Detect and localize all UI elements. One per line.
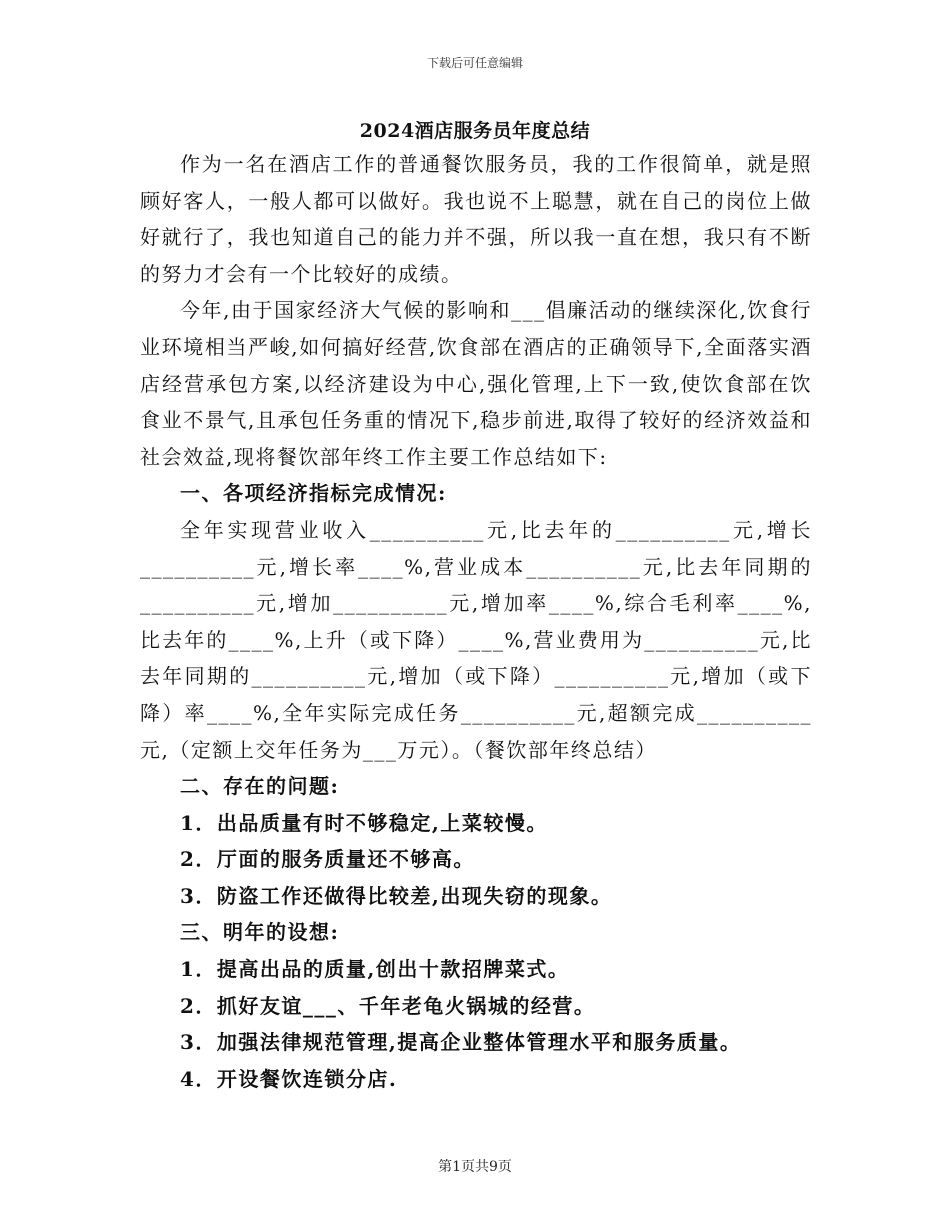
problem-item: 2．厅面的服务质量还不够高。 xyxy=(180,847,475,872)
section-heading-indicators: 一、各项经济指标完成情况: xyxy=(180,481,447,506)
section-heading-plans: 三、明年的设想: xyxy=(180,920,340,945)
paragraph-context: 今年,由于国家经济大气候的影响和___倡廉活动的继续深化,饮食行业环境相当严峻,如何搞好经营,饮食部在酒店的正确领导下,全面落实酒店经营承包方案,以经济建设为中心,强化管理,上下一致,使饮食部在饮食业不景气,且承包任务重的情况下,稳步前进,取得了较好的经济效益和社会效益,现将餐饮部年终工作主要工作总结如下: xyxy=(140,298,812,469)
plan-item: 2．抓好友谊___、千年老龟火锅城的经营。 xyxy=(180,993,596,1018)
header-note: 下载后可任意编辑 xyxy=(426,56,523,70)
section-heading-problems: 二、存在的问题: xyxy=(180,774,340,799)
plan-item: 1．提高出品的质量,创出十款招牌菜式。 xyxy=(180,957,570,982)
plan-item: 4．开设餐饮连锁分店. xyxy=(180,1066,398,1091)
paragraph-indicators: 全年实现营业收入__________元,比去年的__________元,增长__________元,增长率____%,营业成本__________元,比去年同期的__________元,增加__________元,增加率____%,综合毛利率____%,比去年的____%,上升（或下降）____%,营业费用为__________元,比去年同期的__________元,增加（或下降）__________元,增加（或下降）率____%,全年实际完成任务__________元,超额完成__________元,（定额上交年任务为___万元）。（餐饮部年终总结） xyxy=(140,517,812,762)
document-title: 2024酒店服务员年度总结 xyxy=(359,120,591,142)
page-number-footer: 第1页共9页 xyxy=(438,1159,512,1175)
problem-item: 1．出品质量有时不够稳定,上菜较慢。 xyxy=(180,810,548,835)
paragraph-intro: 作为一名在酒店工作的普通餐饮服务员，我的工作很简单，就是照顾好客人，一般人都可以做好。我也说不上聪慧，就在自己的岗位上做好就行了，我也知道自己的能力并不强，所以我一直在想，我只有不断的努力才会有一个比较好的成绩。 xyxy=(140,152,812,286)
document-body xyxy=(140,146,812,1097)
problem-item: 3．防盗工作还做得比较差,出现失窃的现象。 xyxy=(180,883,613,908)
plan-item: 3．加强法律规范管理,提高企业整体管理水平和服务质量。 xyxy=(180,1030,742,1055)
